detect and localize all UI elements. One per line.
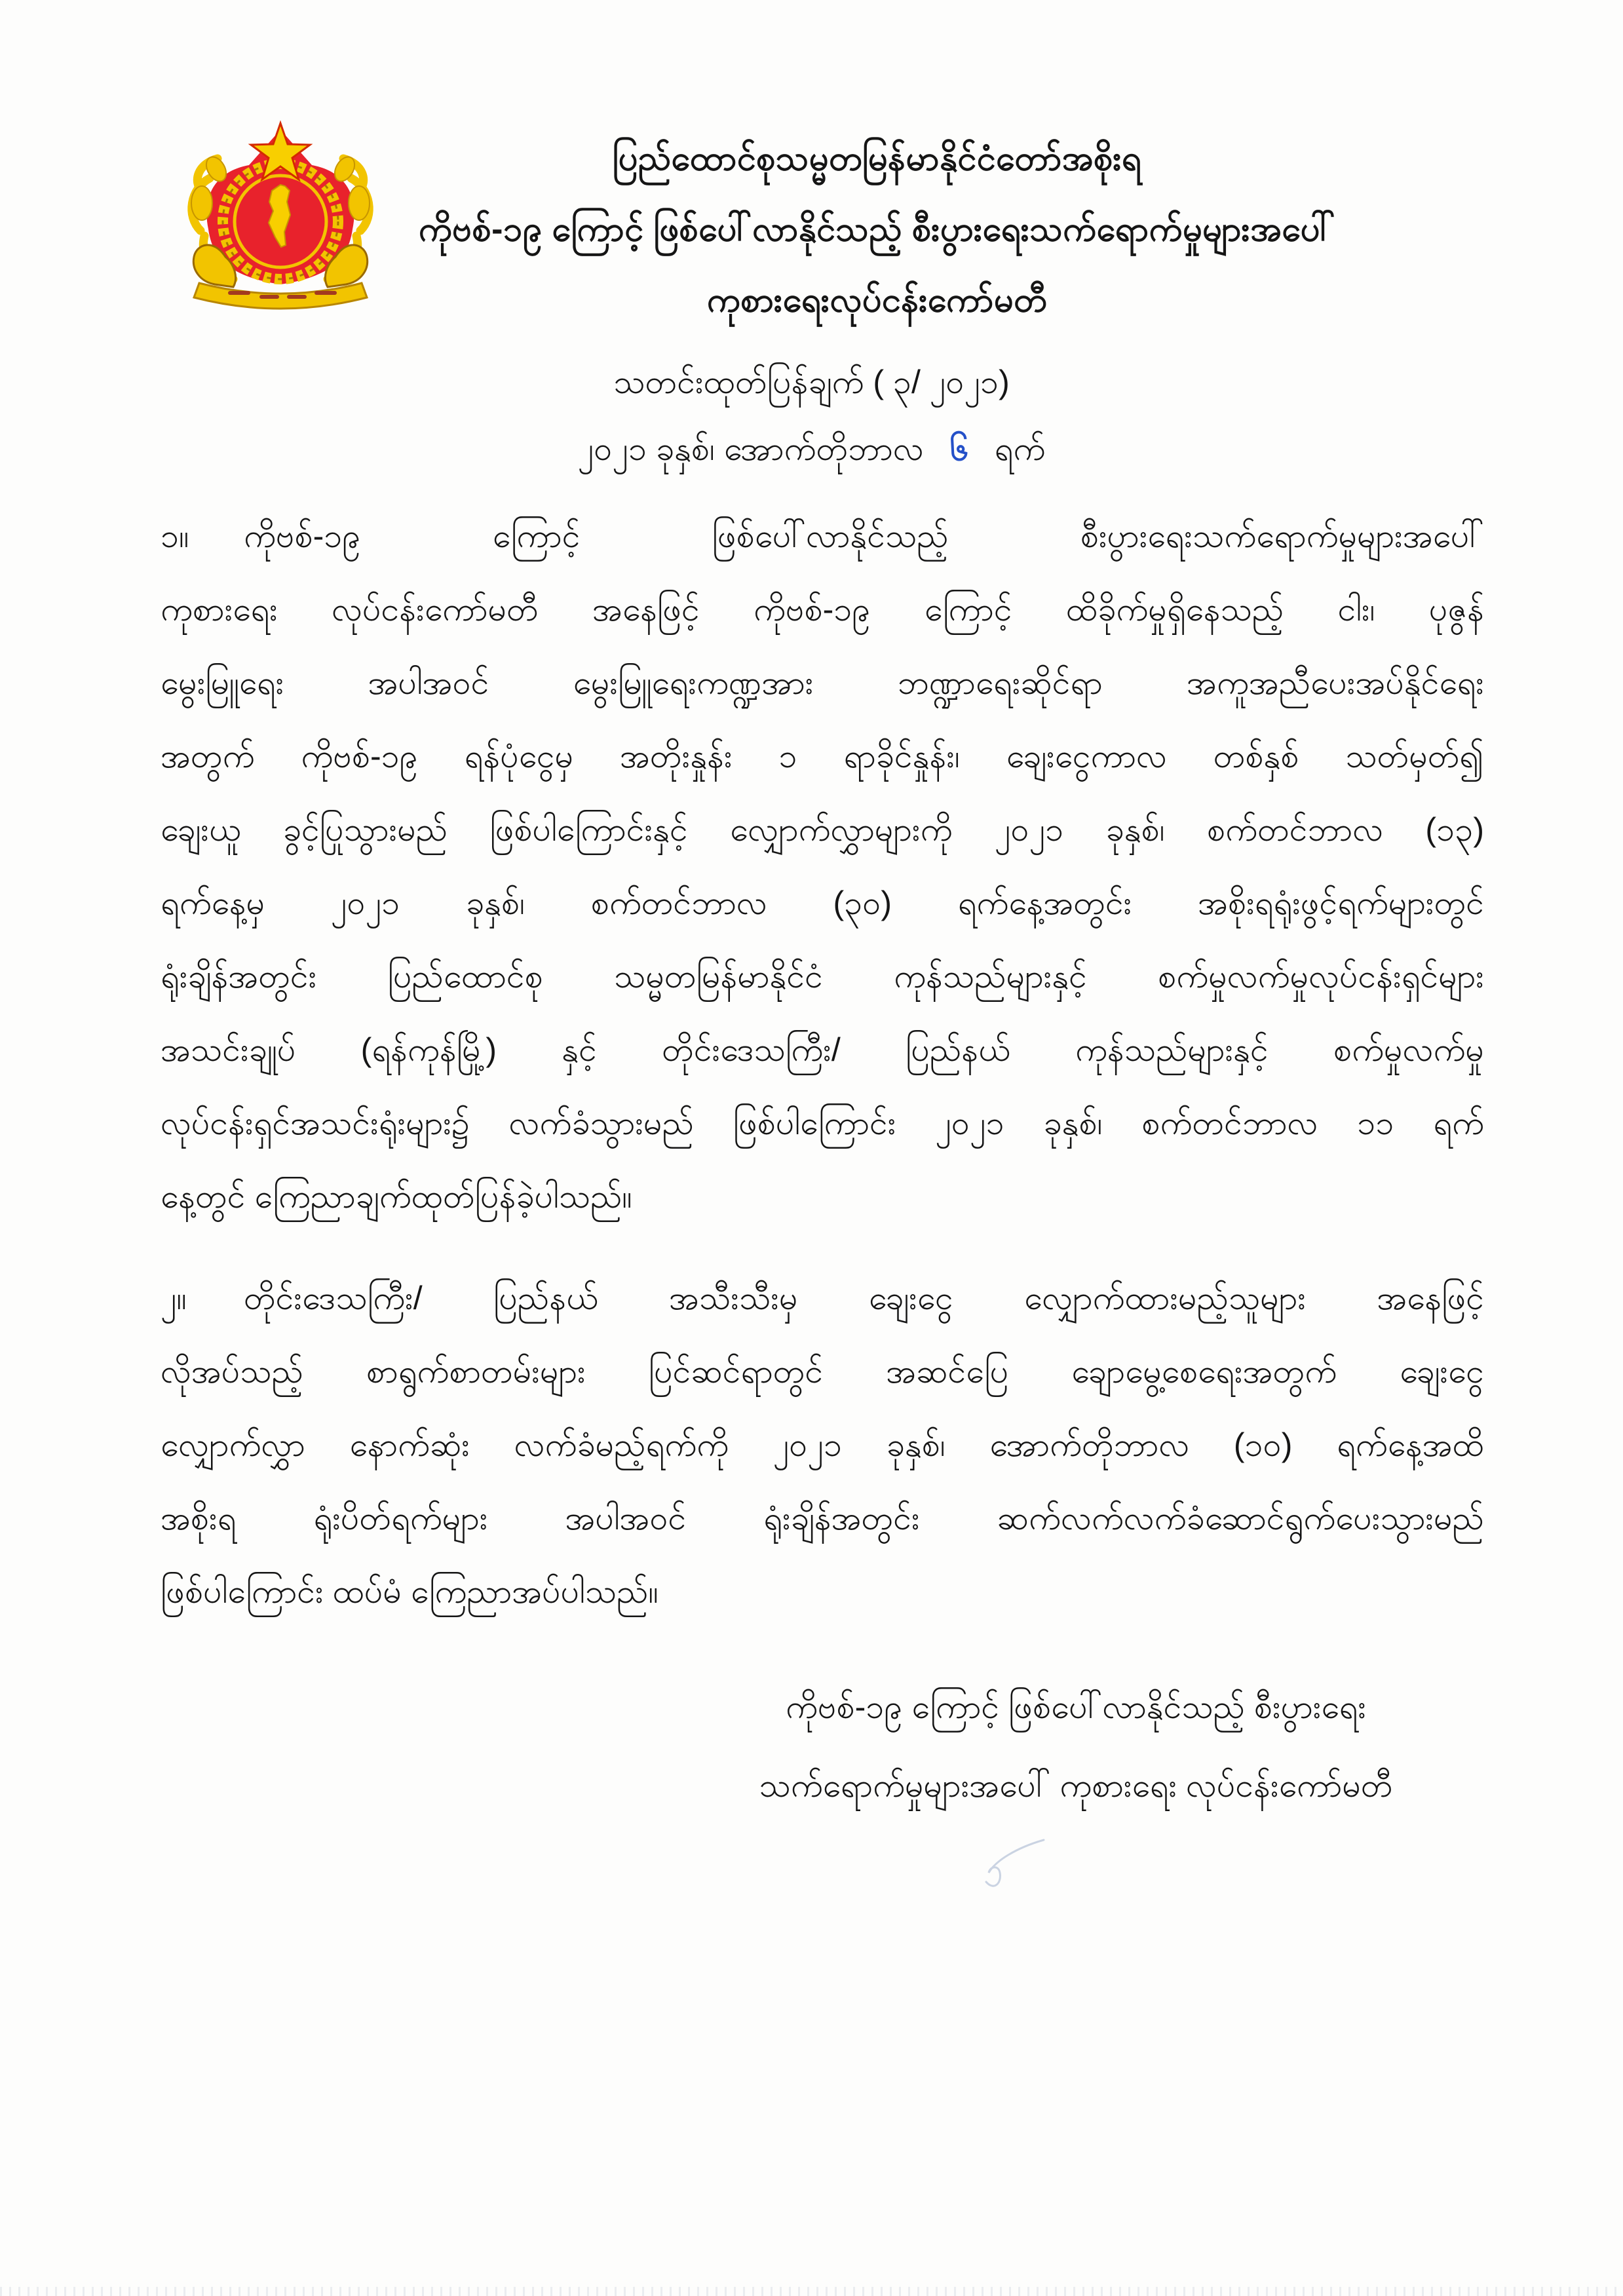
paragraph-1	[161, 499, 1484, 1233]
signature-line-2: သက်ရောက်မှုများအပေါ် ကုစားရေး လုပ်ငန်းကော်မတီ	[759, 1767, 1393, 1804]
document-body	[161, 499, 1484, 1628]
paragraph-line: အတွက် ကိုဗစ်-၁၉ ရန်ပုံငွေမှ အတိုးနှုန်း ၁ ရာခိုင်နှုန်း၊ ချေးငွေကာလ တစ်နှစ် သတ်မှတ်၍	[161, 738, 1484, 775]
date-suffix: ရက်	[994, 430, 1046, 467]
press-release-number: သတင်းထုတ်ပြန်ချက် ( ၃/ ၂၀၂၁)	[613, 364, 1010, 400]
paragraph-line: လိုအပ်သည့် စာရွက်စာတမ်းများ ပြင်ဆင်ရာတွင် အဆင်ပြေ ချောမွေ့စေရေးအတွက် ချေးငွေ	[161, 1353, 1484, 1390]
paragraph-text: တိုင်းဒေသကြီး/ ပြည်နယ် အသီးသီးမှ ချေးငွေ လျှောက်ထားမည့်သူများ အနေဖြင့်	[244, 1280, 1484, 1316]
document-header	[131, 123, 1623, 335]
paragraph-line	[161, 499, 1484, 573]
paragraph-line: လုပ်ငန်းရှင်အသင်းရုံးများ၌ လက်ခံသွားမည် ဖြစ်ပါကြောင်း ၂၀၂၁ ခုနှစ်၊ စက်တင်ဘာလ ၁၁ ရက်	[161, 1105, 1484, 1141]
paragraph-2	[161, 1261, 1484, 1628]
paragraph-line: အသင်းချုပ် (ရန်ကုန်မြို့) နှင့် တိုင်းဒေသကြီး/ ပြည်နယ် ကုန်သည်များနှင့် စက်မှုလက်မှု	[161, 1031, 1484, 1068]
paragraph-line: ချေးယူ ခွင့်ပြုသွားမည် ဖြစ်ပါကြောင်းနှင့် လျှောက်လွှာများကို ၂၀၂၁ ခုနှစ်၊ စက်တင်ဘာလ (၁၃)	[161, 811, 1484, 848]
signature-line-1: ကိုဗစ်-၁၉ ကြောင့် ဖြစ်ပေါ်လာနိုင်သည့် စီးပွားရေး	[785, 1689, 1367, 1725]
committee-title-line1: ကိုဗစ်-၁၉ ကြောင့် ဖြစ်ပေါ်လာနိုင်သည့် စီးပွားရေးသက်ရောက်မှုများအပေါ်	[418, 210, 1336, 248]
signature-block	[650, 1668, 1502, 1825]
paragraph-line: ရက်နေ့မှ ၂၀၂၁ ခုနှစ်၊ စက်တင်ဘာလ (၃၀) ရက်နေ့အတွင်း အစိုးရရုံးဖွင့်ရက်များတွင်	[161, 885, 1484, 921]
government-title: ပြည်ထောင်စုသမ္မတမြန်မာနိုင်ငံတော်အစိုးရ	[612, 140, 1142, 178]
paragraph-line: လျှောက်လွှာ နောက်ဆုံး လက်ခံမည့်ရက်ကို ၂၀၂၁ ခုနှစ်၊ အောက်တိုဘာလ (၁၀) ရက်နေ့အထိ	[161, 1426, 1484, 1463]
pen-smudge-artifact	[980, 1835, 1052, 1897]
document-date	[0, 415, 1623, 482]
paragraph-number: ၂။	[161, 1280, 187, 1316]
paragraph-line: နေ့တွင် ကြေညာချက်ထုတ်ပြန်ခဲ့ပါသည်။	[161, 1178, 632, 1215]
paragraph-line: ကုစားရေး လုပ်ငန်းကော်မတီ အနေဖြင့် ကိုဗစ်-၁၉ ကြောင့် ထိခိုက်မှုရှိနေသည့် ငါး၊ ပုဇွန်	[161, 591, 1484, 628]
paragraph-number: ၁။	[161, 518, 189, 554]
committee-title-line2: ကုစားရေးလုပ်ငန်းကော်မတီ	[706, 281, 1048, 319]
date-day-handwritten: ၆	[949, 430, 970, 468]
document-meta	[0, 349, 1623, 482]
paragraph-line: မွေးမြူရေး အပါအဝင် မွေးမြူရေးကဏ္ဍအား ဘဏ္ဍာရေးဆိုင်ရာ အကူအညီပေးအပ်နိုင်ရေး	[161, 664, 1484, 701]
paragraph-line: ဖြစ်ပါကြောင်း ထပ်မံ ကြေညာအပ်ပါသည်။	[161, 1573, 659, 1610]
paragraph-line	[161, 1261, 1484, 1335]
date-prefix: ၂၀၂၁ ခုနှစ်၊ အောက်တိုဘာလ	[577, 430, 924, 467]
paragraph-line: ရုံးချိန်အတွင်း ပြည်ထောင်စု သမ္မတမြန်မာနိုင်ငံ ကုန်သည်များနှင့် စက်မှုလက်မှုလုပ်ငန်းရှင်များ	[161, 958, 1484, 995]
pen-smudge-svg	[980, 1835, 1052, 1897]
paragraph-line: အစိုးရ ရုံးပိတ်ရက်များ အပါအဝင် ရုံးချိန်အတွင်း ဆက်လက်လက်ခံဆောင်ရွက်ပေးသွားမည်	[161, 1500, 1484, 1537]
paragraph-text: ကိုဗစ်-၁၉ ကြောင့် ဖြစ်ပေါ်လာနိုင်သည့် စီးပွားရေးသက်ရောက်မှုများအပေါ်	[244, 518, 1484, 554]
scanner-edge-artifact	[0, 2287, 1623, 2296]
